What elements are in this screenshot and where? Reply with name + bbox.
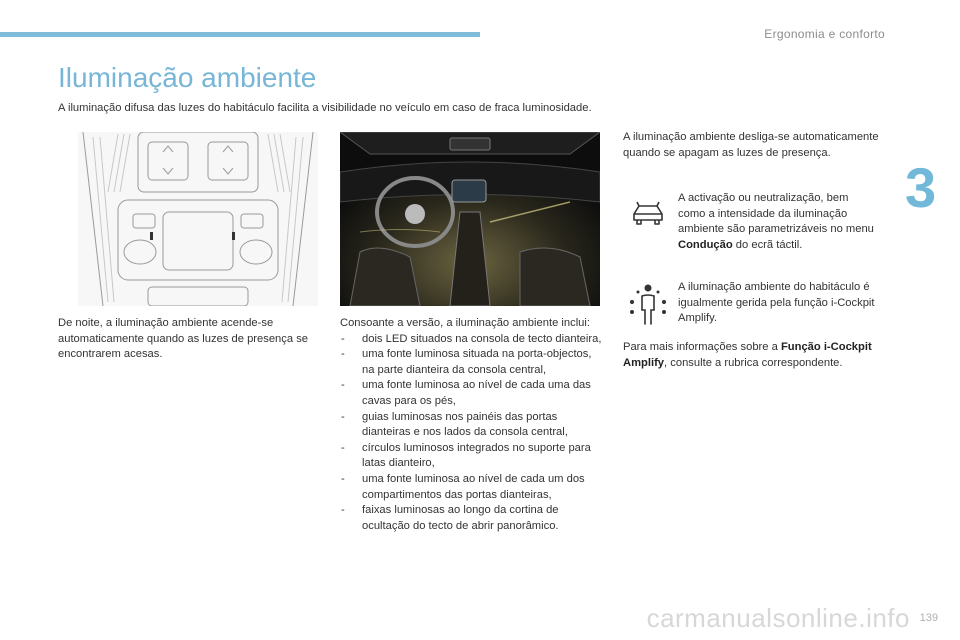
- cabin-photo-drawing: [340, 132, 600, 306]
- i-cockpit-person-icon: [624, 280, 672, 328]
- function-name: Função i-Cockpit Amplify: [623, 341, 872, 369]
- auto-off-text: A iluminação ambiente desliga-se automaticamente quando se apagam as luzes de presença.: [623, 131, 879, 159]
- list-item: - círculos luminosos integrados no suporte para latas dianteiro,: [340, 441, 602, 472]
- header-accent-bar: [0, 32, 480, 37]
- list-item: - guias luminosas nos painéis das portas dianteiras e nos lados da consola central,: [340, 410, 602, 441]
- i-cockpit-note: A iluminação ambiente do habitáculo é igualmente gerida pela função i-Cockpit Amplify.: [678, 281, 875, 325]
- more-info-text: Para mais informações sobre a Função i-Cockpit Amplify, consulte a rubrica correspondente.: [623, 341, 872, 369]
- cabin-ambient-photo: [340, 132, 600, 306]
- list-item: - dois LED situados na consola de tecto dianteira,: [340, 332, 602, 348]
- components-list: [340, 332, 602, 535]
- page-title: Iluminação ambiente: [58, 62, 317, 93]
- section-label: Ergonomia e conforto: [764, 27, 885, 41]
- list-item: - uma fonte luminosa situada na porta-objectos, na parte dianteira da consola central,: [340, 347, 602, 378]
- night-lighting-text: De noite, a iluminação ambiente acende-se automaticamente quando as luzes de presença se encontrarem acesas.: [58, 317, 309, 361]
- ceiling-console-illustration: [78, 132, 318, 306]
- list-item: - uma fonte luminosa ao nível de cada uma das cavas para os pés,: [340, 378, 602, 409]
- menu-name: Condução: [678, 238, 733, 251]
- list-item: - uma fonte luminosa ao nível de cada um dos compartimentos das portas dianteiras,: [340, 472, 602, 503]
- car-settings-icon: [624, 192, 672, 240]
- watermark-text: carmanualsonline.info: [646, 603, 910, 633]
- list-item: - faixas luminosas ao longo da cortina de ocultação do tecto de abrir panorâmico.: [340, 503, 602, 534]
- lighting-components: [340, 316, 602, 534]
- ceiling-console-drawing: [78, 132, 318, 306]
- chapter-number: 3: [905, 156, 937, 219]
- page-number: 139: [919, 612, 938, 624]
- settings-note: A activação ou neutralização, bem como a intensidade da iluminação ambiente são parametrizáveis no menu Condução do ecrã táctil.: [678, 192, 874, 251]
- components-lead: Consoante a versão, a iluminação ambiente inclui:: [340, 317, 590, 329]
- intro-text: A iluminação difusa das luzes do habitáculo facilita a visibilidade no veículo em caso de fraca luminosidade.: [58, 102, 592, 114]
